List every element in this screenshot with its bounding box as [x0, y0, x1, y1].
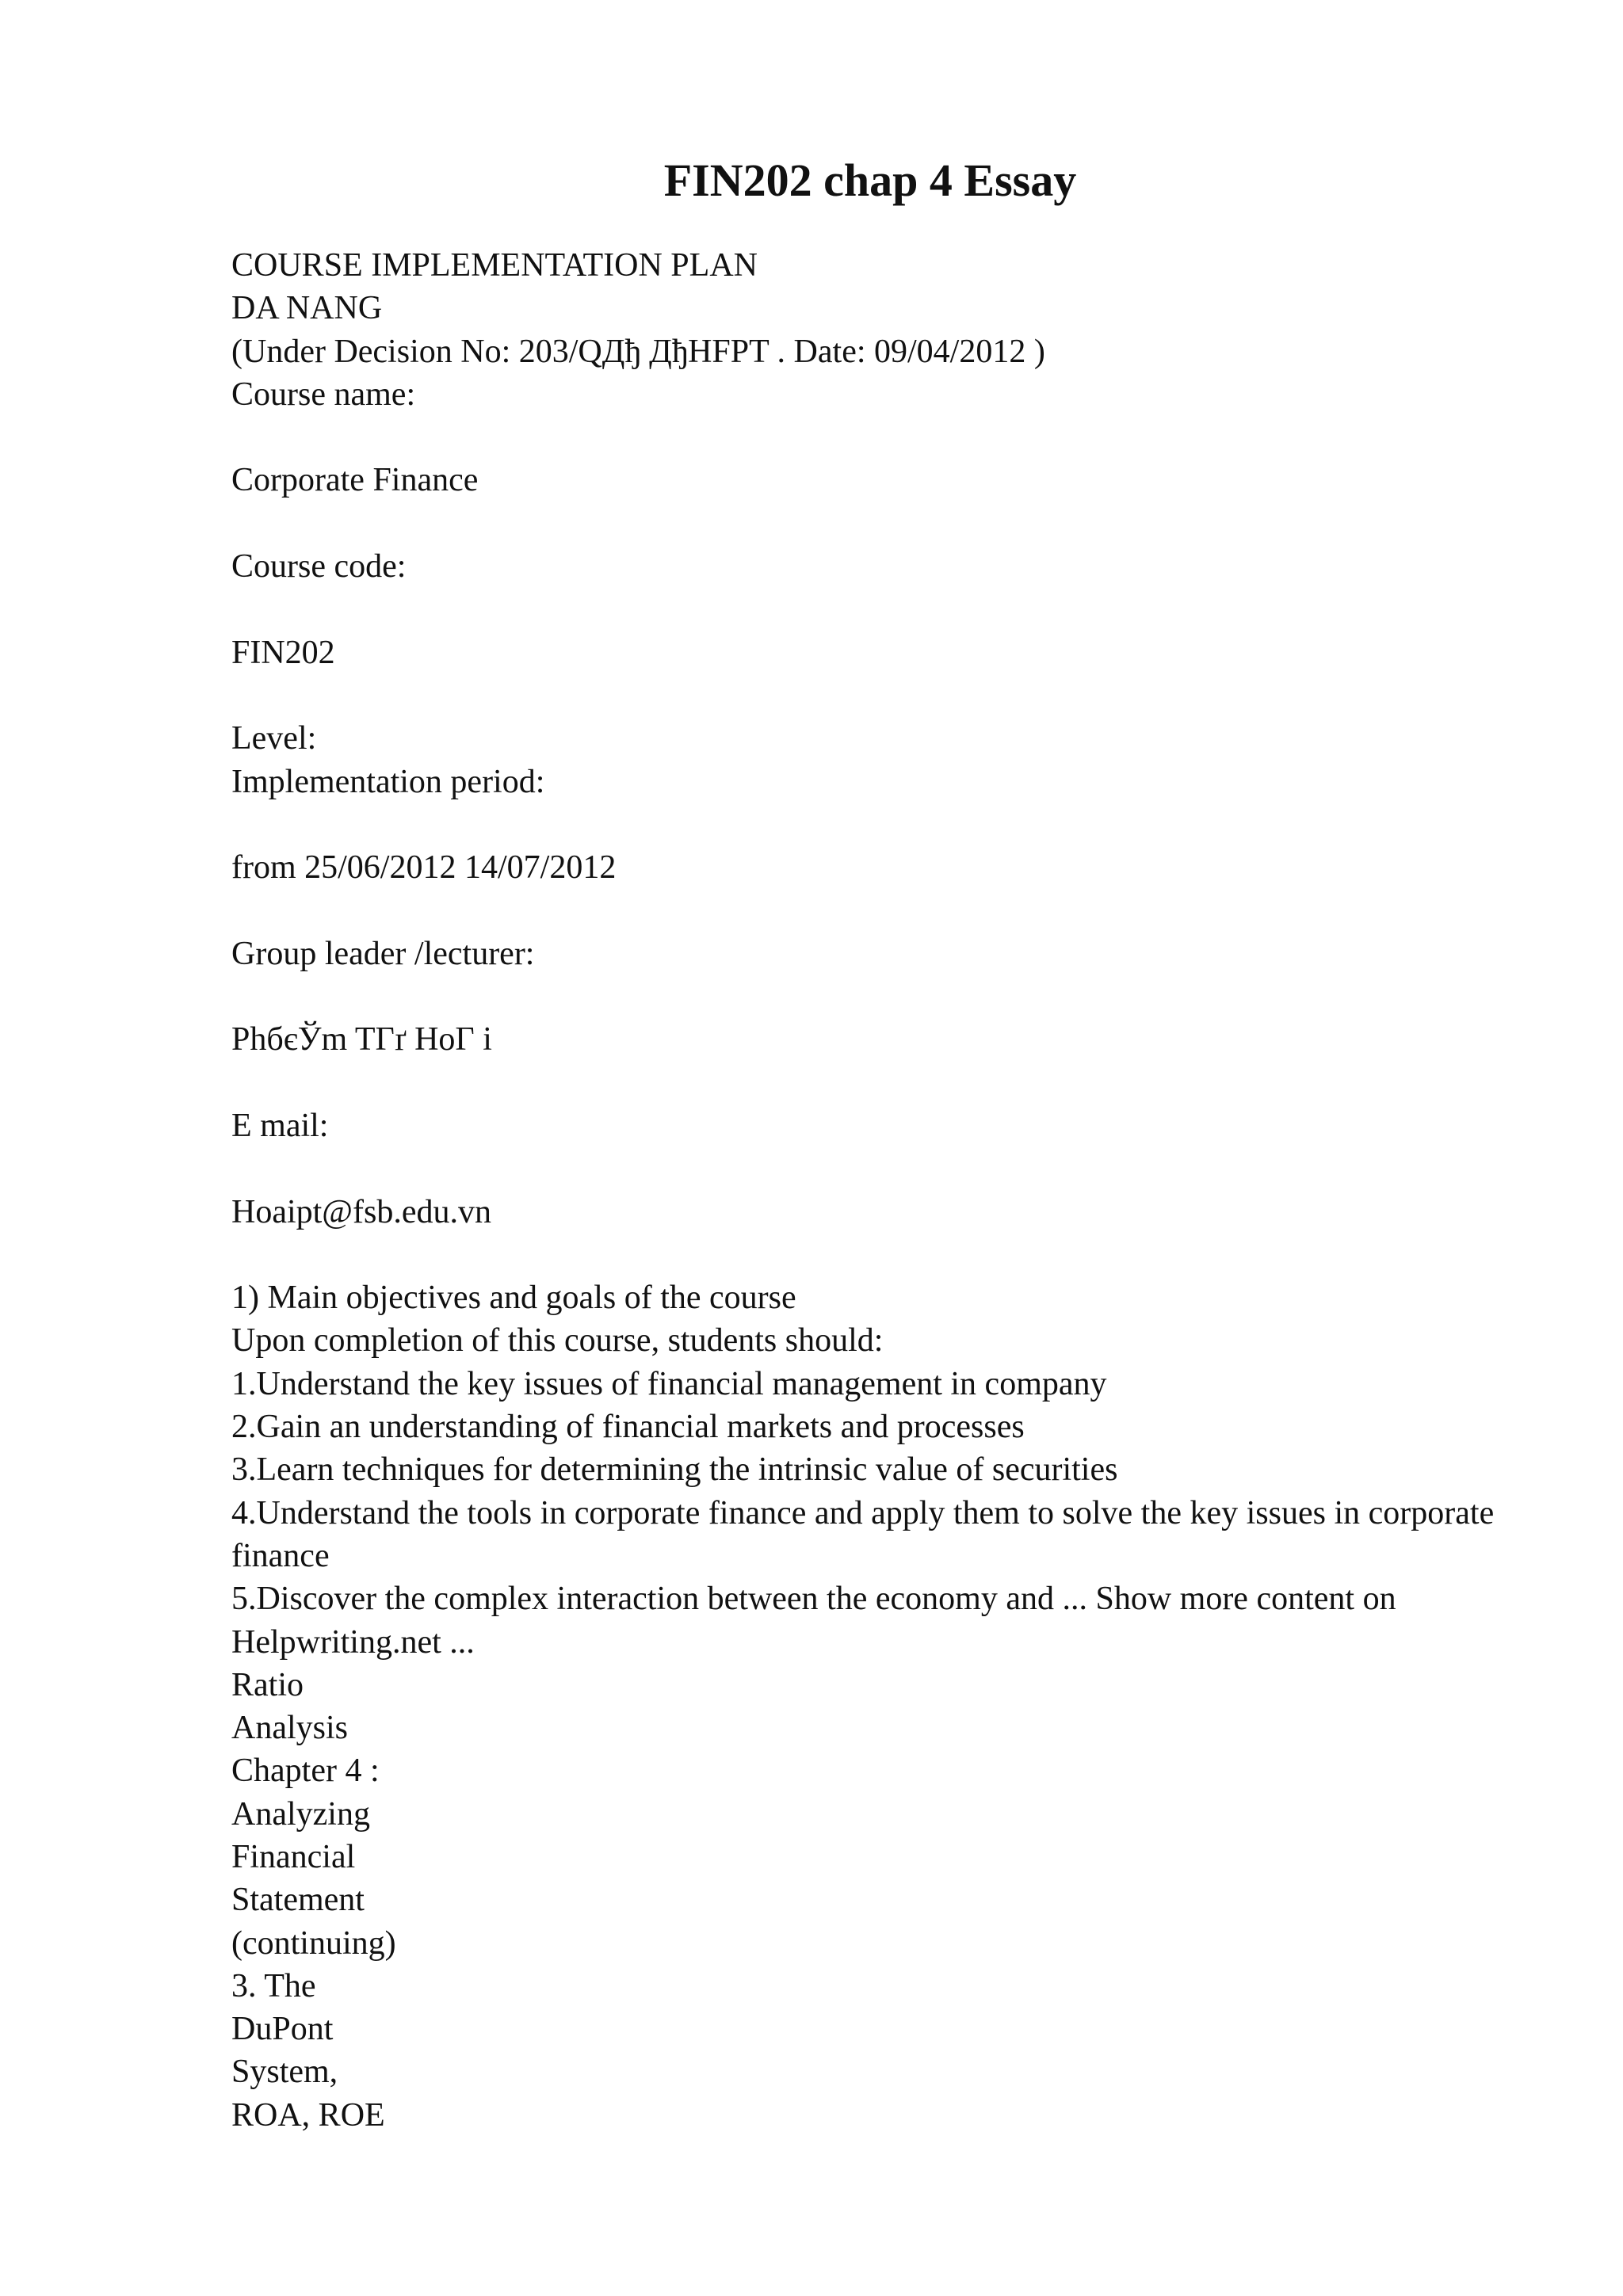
document-body [231, 244, 1499, 2137]
text-line: Financial [231, 1838, 356, 1875]
spacer [231, 889, 1499, 932]
objective-item: 4.Understand the tools in corporate finance and apply them to solve the key issues in corporate finance [231, 1494, 1495, 1574]
plan-heading: COURSE IMPLEMENTATION PLAN [231, 247, 758, 284]
spacer [231, 588, 1499, 631]
text-line: Chapter 4 : [231, 1753, 380, 1790]
email-value: Hoaipt@fsb.edu.vn [231, 1193, 491, 1230]
spacer [231, 1062, 1499, 1104]
objective-item: 3.Learn techniques for determining the intrinsic value of securities [231, 1451, 1118, 1489]
text-line: DuPont [231, 2011, 334, 2048]
campus-name: DA NANG [231, 290, 383, 327]
spacer [231, 502, 1499, 545]
spacer [231, 416, 1499, 459]
implementation-period-value: from 25/06/2012 14/07/2012 [231, 849, 617, 887]
text-line: System, [231, 2054, 338, 2091]
course-code-label: Course code: [231, 548, 407, 585]
objective-item: 1.Understand the key issues of financial management in company [231, 1365, 1107, 1402]
implementation-period-label: Implementation period: [231, 763, 545, 800]
decision-reference: (Under Decision No: 203/QДђ ДђHFPT . Date: 09/04/2012 ) [231, 333, 1045, 370]
spacer [231, 975, 1499, 1018]
text-line: Analyzing [231, 1795, 370, 1833]
email-label: E mail: [231, 1107, 329, 1144]
document-title: FIN202 chap 4 Essay [663, 154, 1077, 206]
course-code-value: FIN202 [231, 634, 335, 671]
objective-item-show-more: 5.Discover the complex interaction between the economy and ... Show more content on Helpwriting.net ... [231, 1581, 1396, 1661]
text-line: Analysis [231, 1710, 348, 1747]
course-name-value: Corporate Finance [231, 462, 479, 499]
course-name-label: Course name: [231, 376, 416, 413]
objectives-intro: Upon completion of this course, students should: [231, 1322, 884, 1360]
text-line: Ratio [231, 1666, 304, 1703]
objective-item: 2.Gain an understanding of financial markets and processes [231, 1409, 1025, 1446]
spacer [231, 1234, 1499, 1276]
group-leader-label: Group leader /lecturer: [231, 935, 535, 972]
spacer [231, 803, 1499, 846]
text-line: (continuing) [231, 1924, 396, 1962]
level-label: Level: [231, 720, 317, 757]
spacer [231, 1147, 1499, 1190]
objectives-heading: 1) Main objectives and goals of the course [231, 1280, 796, 1317]
text-line: Statement [231, 1882, 365, 1919]
text-line: 3. The [231, 1967, 316, 2004]
text-line: ROA, ROE [231, 2096, 385, 2134]
spacer [231, 674, 1499, 717]
group-leader-name: PhбєЎm TГґ HoГ i [231, 1021, 492, 1058]
